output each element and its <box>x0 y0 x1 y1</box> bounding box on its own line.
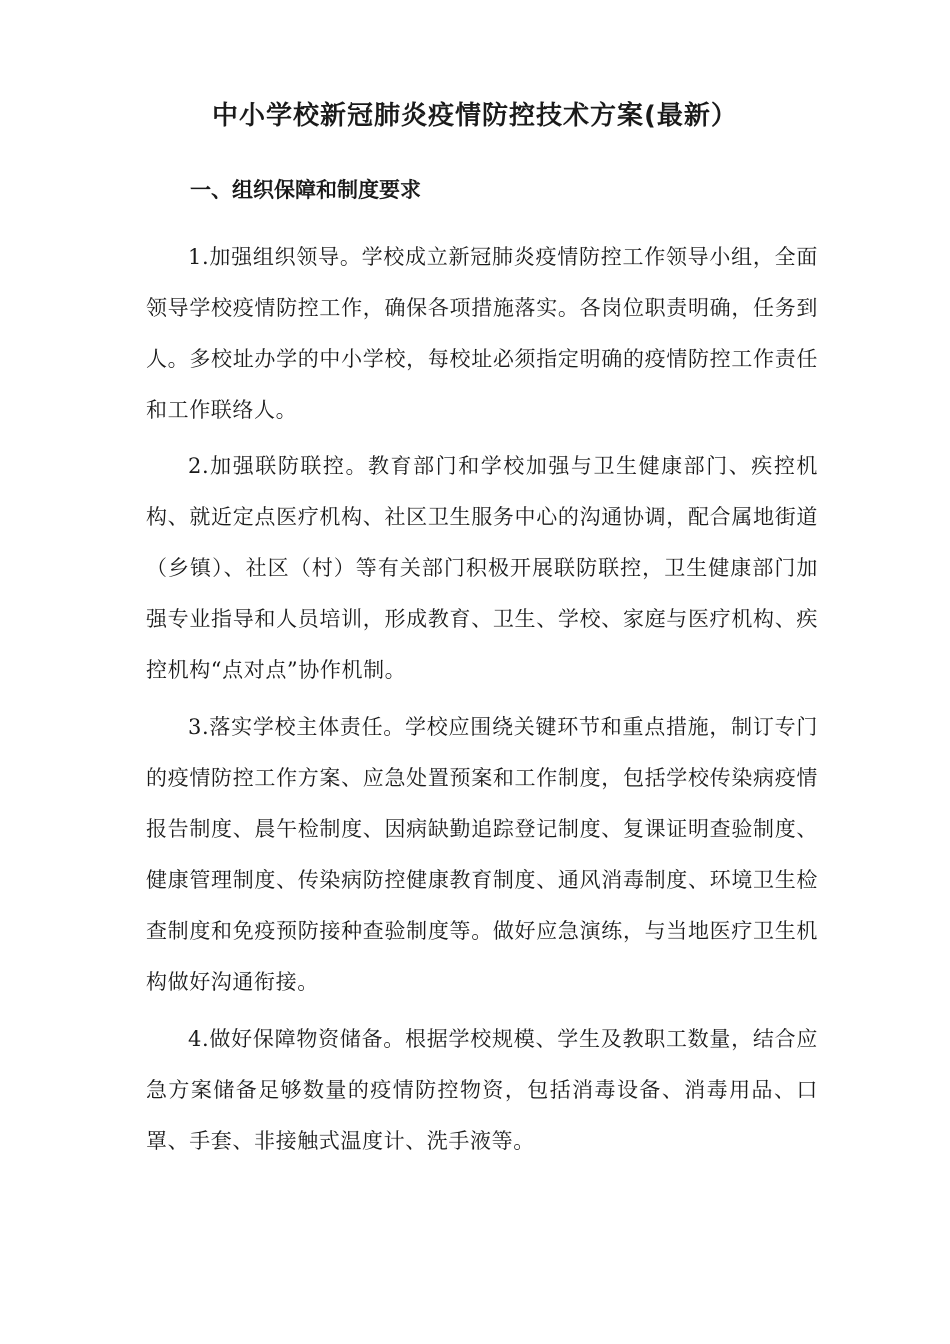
paragraph-2: 2.加强联防联控。教育部门和学校加强与卫生健康部门、疾控机构、就近定点医疗机构、社区卫生服务中心的沟通协调，配合属地街道（乡镇）、社区（村）等有关部门积极开展联防联控，卫生健康部门加强专业指导和人员培训，形成教育、卫生、学校、家庭与医疗机构、疾控机构“点对点”协作机制。 <box>146 454 818 682</box>
paragraph-1: 1.加强组织领导。学校成立新冠肺炎疫情防控工作领导小组，全面领导学校疫情防控工作，确保各项措施落实。各岗位职责明确，任务到人。多校址办学的中小学校，每校址必须指定明确的疫情防控工作责任和工作联络人。 <box>146 245 818 422</box>
paragraph-3: 3.落实学校主体责任。学校应围绕关键环节和重点措施，制订专门的疫情防控工作方案、应急处置预案和工作制度，包括学校传染病疫情报告制度、晨午检制度、因病缺勤追踪登记制度、复课证明查验制度、健康管理制度、传染病防控健康教育制度、通风消毒制度、环境卫生检查制度和免疫预防接种查验制度等。做好应急演练，与当地医疗卫生机构做好沟通衔接。 <box>146 715 818 994</box>
document-title: 中小学校新冠肺炎疫情防控技术方案(最新） <box>212 101 738 131</box>
paragraph-4: 4.做好保障物资储备。根据学校规模、学生及教职工数量，结合应急方案储备足够数量的疫情防控物资，包括消毒设备、消毒用品、口罩、手套、非接触式温度计、洗手液等。 <box>146 1027 818 1153</box>
section-heading: 一、组织保障和制度要求 <box>190 178 421 202</box>
